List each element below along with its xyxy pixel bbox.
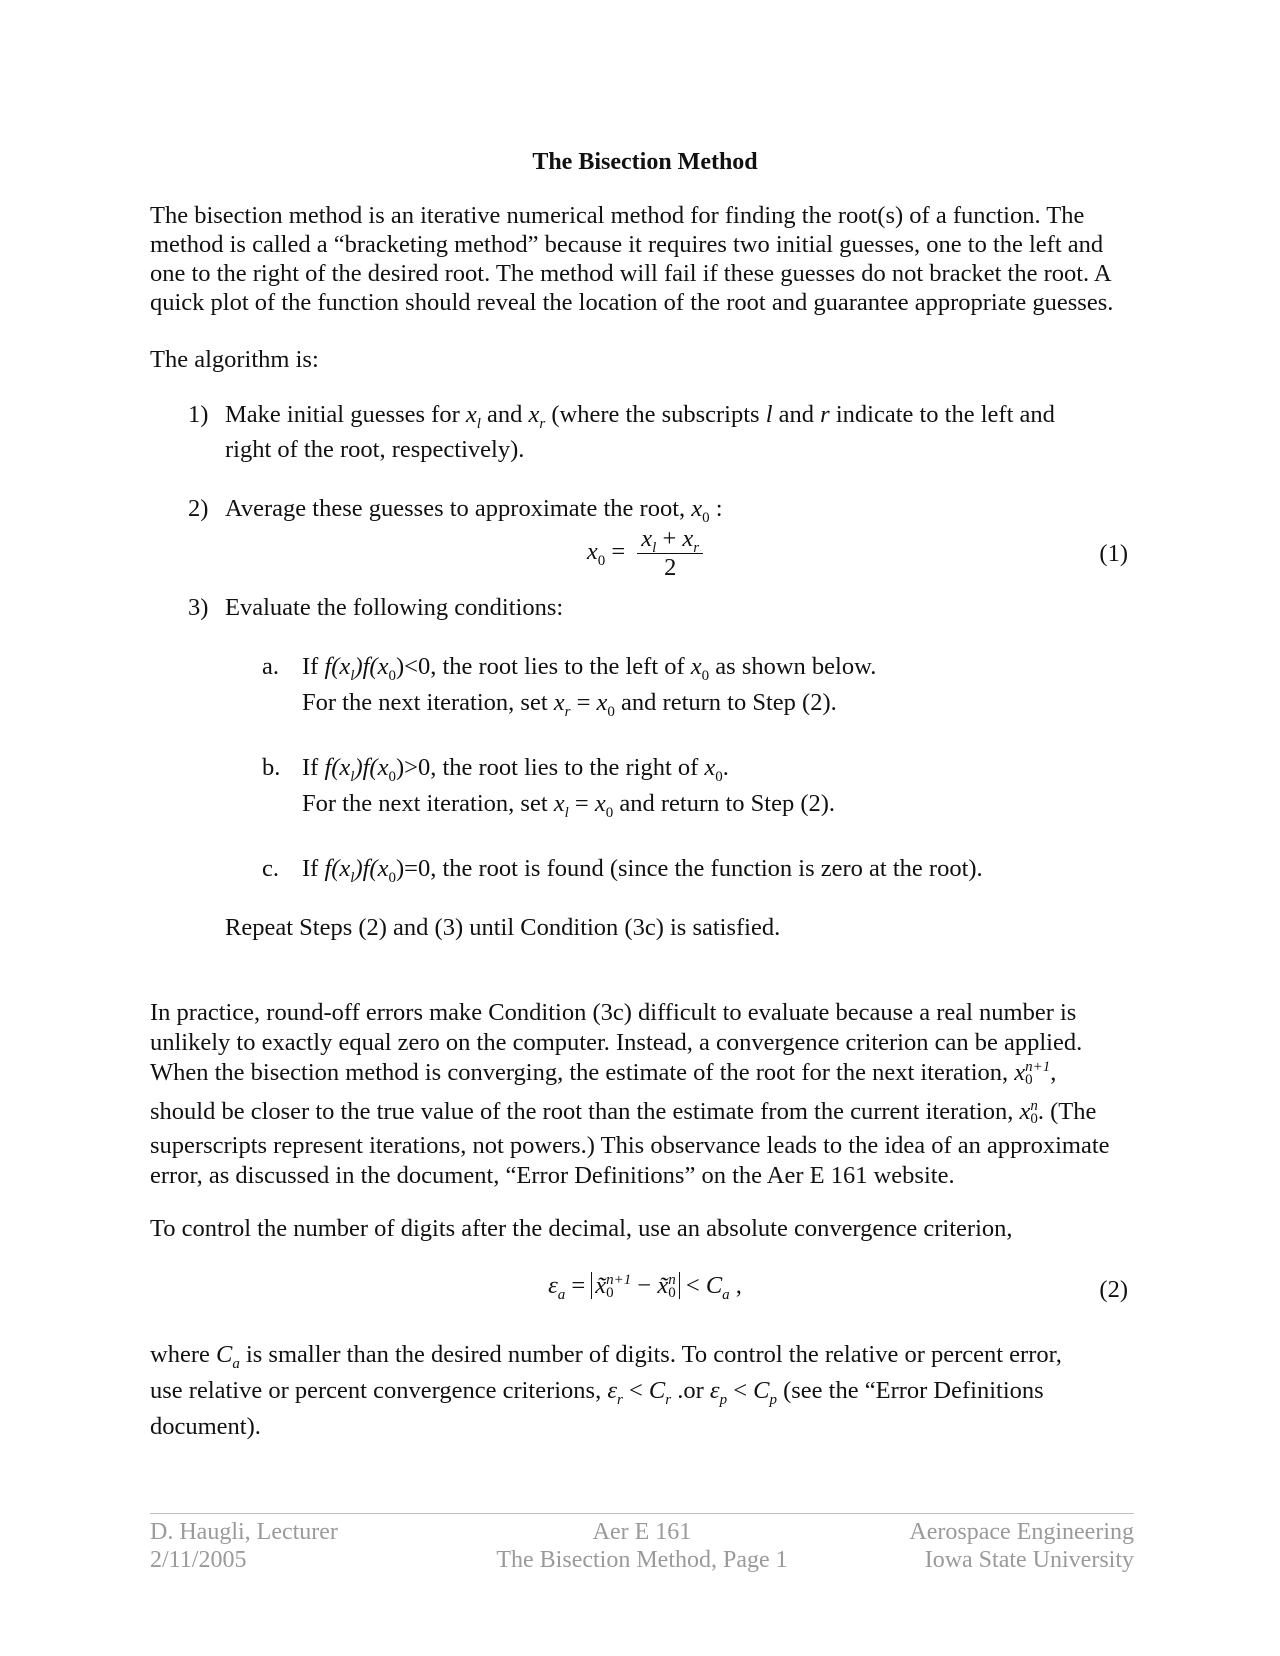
step-number: 3) [188, 594, 209, 621]
condition-letter: b. [262, 754, 281, 781]
condition-b [150, 753, 1140, 821]
equation-1 [150, 525, 1140, 585]
footer-author: D. Haugli, Lecturer [150, 1519, 338, 1545]
step-1-line-2: right of the root, respectively). [225, 436, 525, 463]
footer-department: Aerospace Engineering [909, 1519, 1134, 1545]
repeat-instruction: Repeat Steps (2) and (3) until Condition (3c) is satisfied. [225, 914, 781, 941]
footer-university: Iowa State University [924, 1547, 1134, 1573]
step-number: 1) [188, 401, 209, 428]
step-3 [150, 593, 1140, 622]
equation-1-number: (1) [1099, 540, 1128, 567]
absolute-value: x̃ n+1 0 − x̃ n 0 [591, 1272, 679, 1299]
fraction-denominator: 2 [664, 554, 677, 581]
step-2 [150, 494, 1140, 526]
fraction-numerator: $x_l + x_r$ [637, 525, 703, 554]
equation-1-body: $x_0$ = $\frac{x_l + x_r}{2}$ [150, 525, 1140, 582]
condition-a [150, 652, 1140, 720]
footer-page-label: The Bisection Method, Page 1 [496, 1547, 788, 1573]
footer-right [909, 1518, 1134, 1574]
condition-a-line-1: If $f(x_l)f(x_0)<0$, the root lies to the left of $x_0$ as shown below. [302, 653, 877, 684]
document-title: The Bisection Method [532, 149, 758, 175]
intro-paragraph: The bisection method is an iterative numerical method for finding the root(s) of a function. The method is called a “bracketing method” because it requires two initial guesses, one to the left and one to the right of the desired root. The method will fail if these guesses do not bracket the root. A quick plot of the function should reveal the location of the root and guarantee appropriate guesses. [150, 202, 1114, 316]
step-1-line-1: Make initial guesses for $x_l$ and $x_r$ (where the subscripts l and r indicate to the left and [225, 401, 1055, 432]
equation-2-number: (2) [1099, 1276, 1128, 1303]
footer-course: Aer E 161 [592, 1519, 692, 1545]
control-paragraph: To control the number of digits after the decimal, use an absolute convergence criterion, [150, 1215, 1013, 1242]
condition-b-line-2: For the next iteration, set $x_l = x_0$ and return to Step (2). [302, 790, 836, 821]
footer-date: 2/11/2005 [150, 1547, 247, 1573]
algorithm-label: The algorithm is: [150, 346, 319, 373]
equation-2 [150, 1265, 1140, 1315]
condition-a-line-2: For the next iteration, set $x_r = x_0$ and return to Step (2). [302, 689, 837, 720]
equation-2-body: $\varepsilon_a$ = x̃ n+1 0 − x̃ n 0 < $C_a$ , [548, 1272, 742, 1303]
step-2-line: Average these guesses to approximate the root, $x_0$ : [225, 495, 723, 526]
where-paragraph: where $C_a$ is smaller than the desired number of digits. To control the relative or percent error, use relative or percent convergence criterions, $\varepsilon_r < C_r$ .or $\varepsilon_p < C_p$ (see the “Error Definitions document). [150, 1341, 1062, 1440]
condition-c-line-1: If $f(x_l)f(x_0)=0$, the root is found (since the function is zero at the root). [302, 855, 983, 886]
condition-letter: c. [262, 855, 279, 882]
fraction [637, 525, 703, 582]
step-1 [150, 400, 1140, 464]
page-footer [150, 1513, 1134, 1573]
condition-letter: a. [262, 653, 279, 680]
practice-paragraph: In practice, round-off errors make Condition (3c) difficult to evaluate because a real number is unlikely to exactly equal zero on the computer. Instead, a convergence criterion can be applied. When the bisection method is converging, the estimate of the root for the next iteration, x n+1 0 , should be closer to the true value of the root than the estimate from the current iteration, x n 0 . (The superscripts represent iterations, not powers.) This observance leads to the idea of an approximate error, as discussed in the document, “Error Definitions” on the Aer E 161 website. [150, 999, 1110, 1189]
condition-c [150, 854, 1140, 886]
document-page [150, 140, 1140, 1445]
condition-b-line-1: If $f(x_l)f(x_0)>0$, the root lies to the right of $x_0$. [302, 754, 729, 785]
step-number: 2) [188, 495, 209, 522]
step-3-line: Evaluate the following conditions: [225, 594, 564, 621]
